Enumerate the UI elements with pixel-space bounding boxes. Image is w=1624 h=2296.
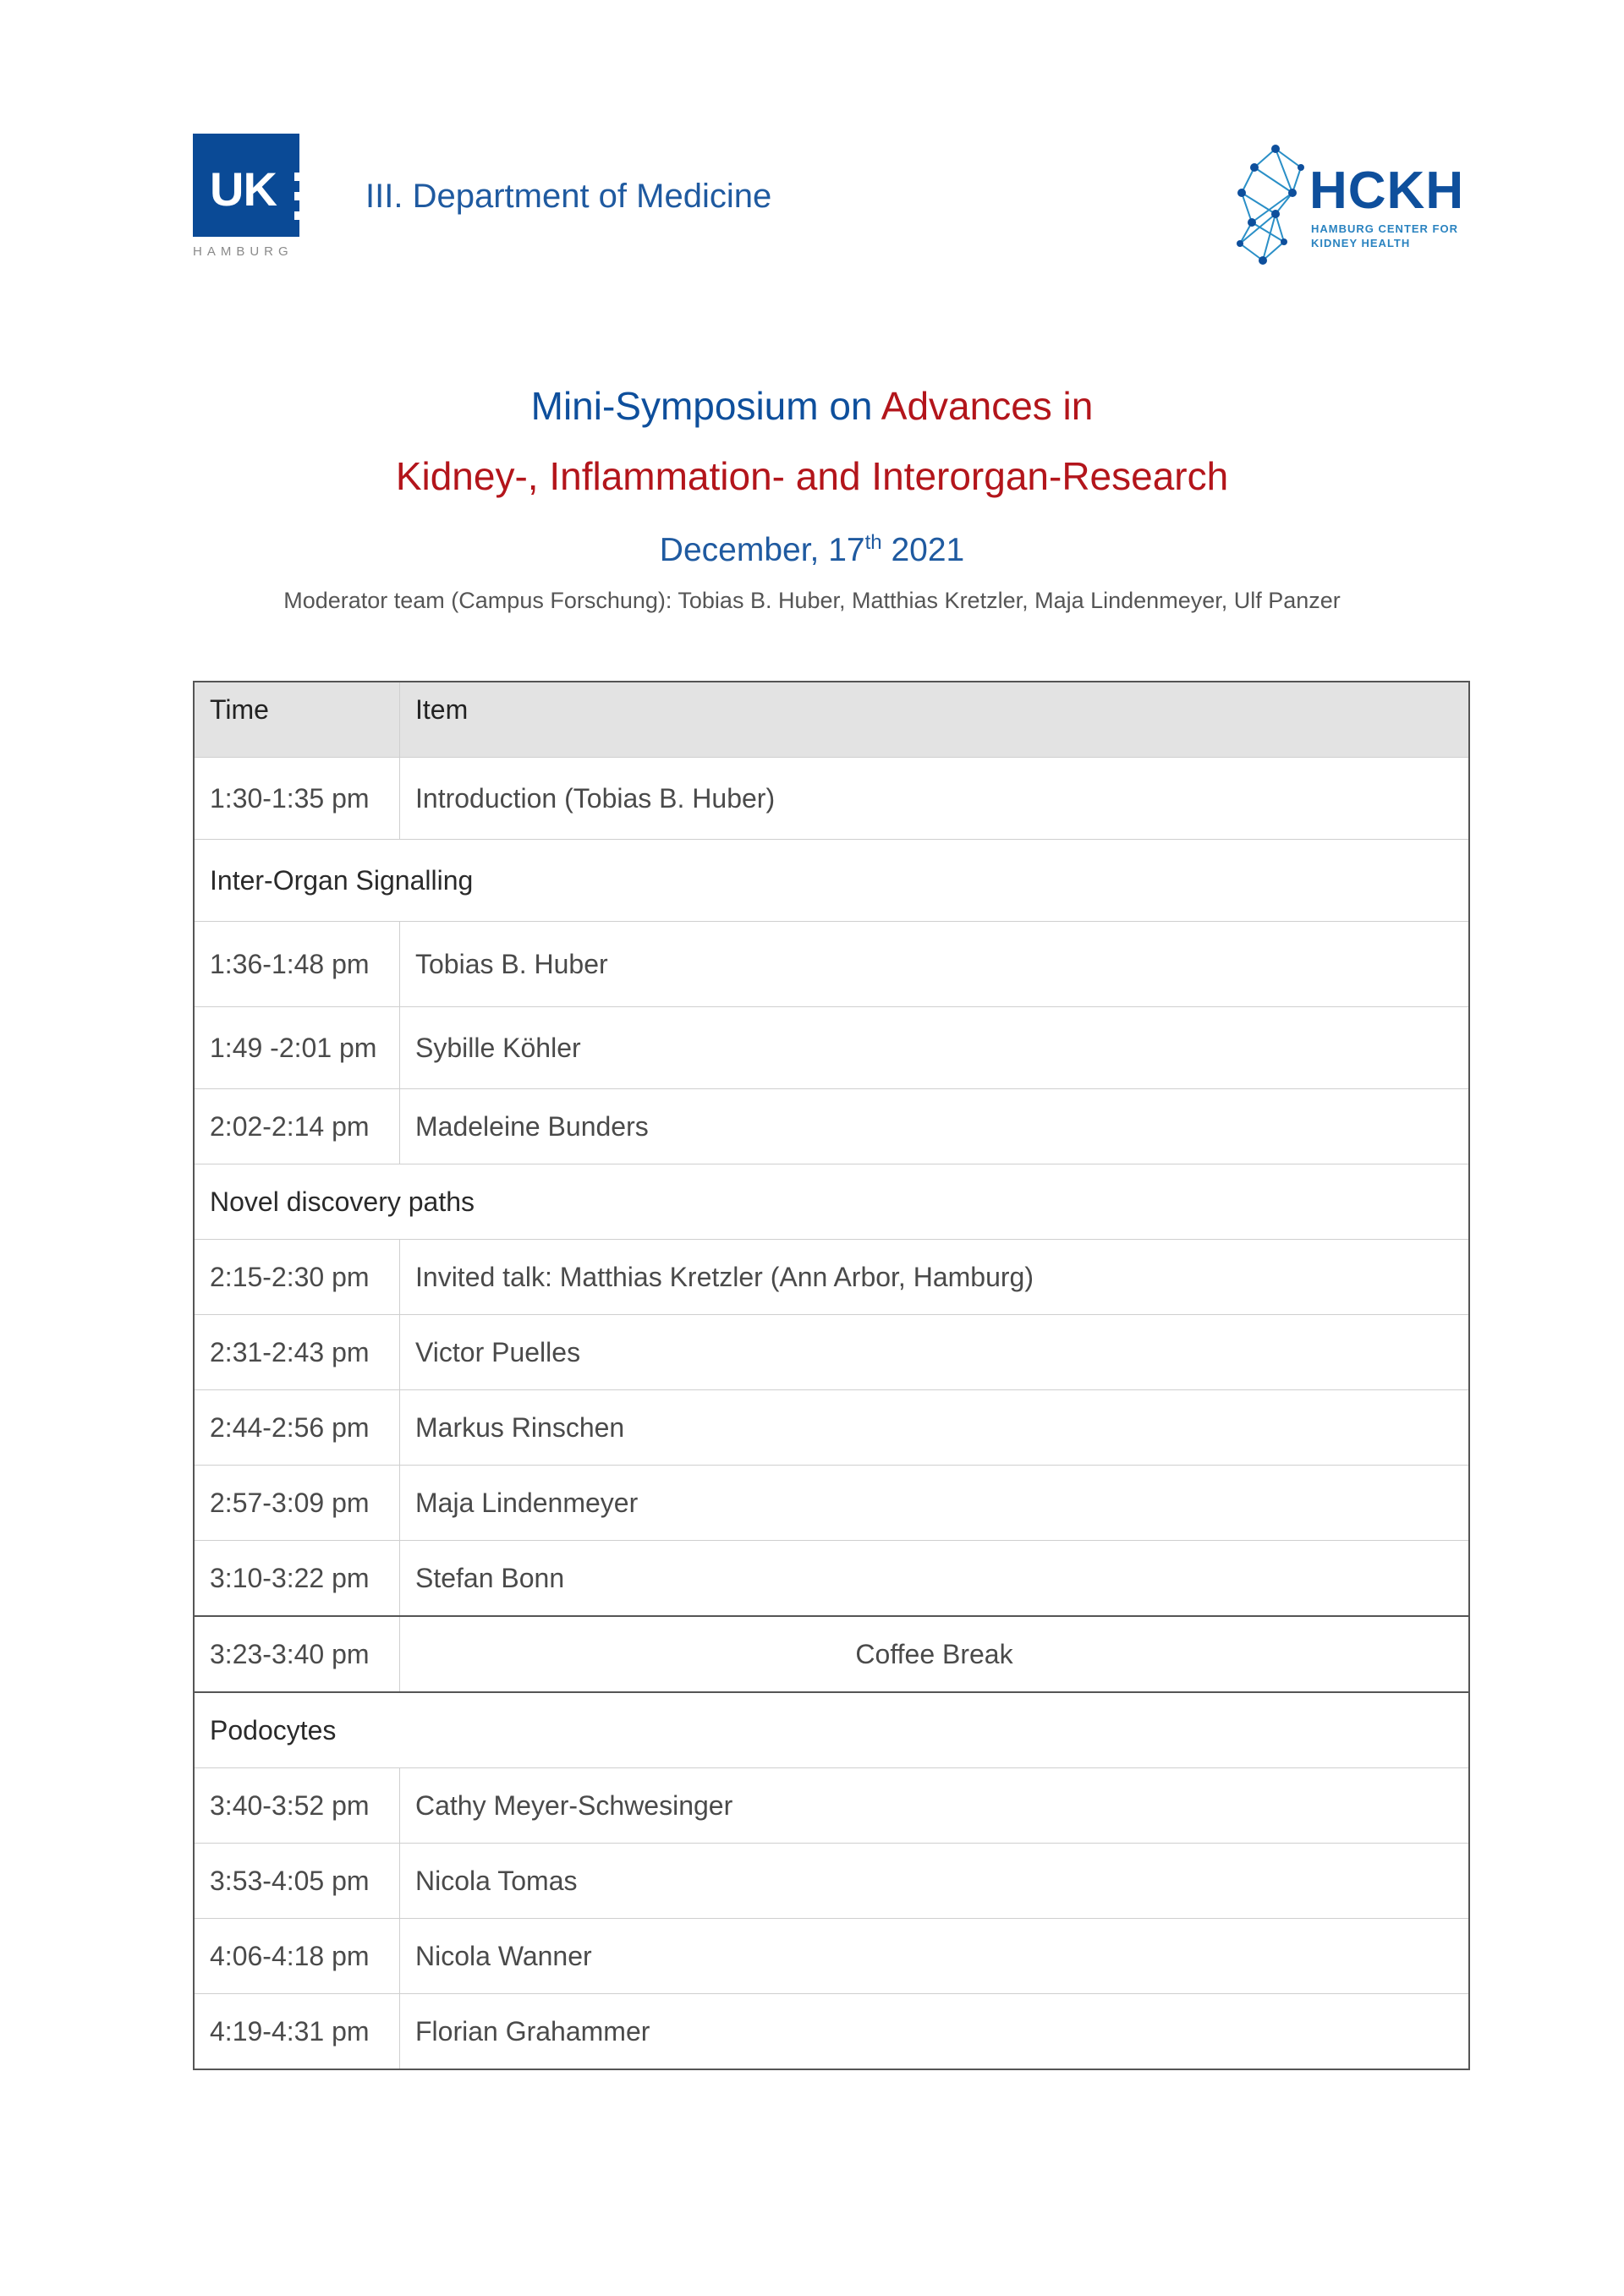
hckh-sub-line2: KIDNEY HEALTH — [1311, 237, 1411, 249]
hckh-logo-text: HCKH — [1309, 162, 1465, 220]
item-cell: Markus Rinschen — [400, 1390, 1470, 1466]
time-cell: 3:10-3:22 pm — [194, 1541, 400, 1617]
item-cell: Nicola Wanner — [400, 1919, 1470, 1994]
table-row — [194, 1240, 1469, 1315]
section-row — [194, 1164, 1469, 1240]
item-cell: Victor Puelles — [400, 1315, 1470, 1390]
item-cell: Nicola Tomas — [400, 1844, 1470, 1919]
item-cell: Tobias B. Huber — [400, 922, 1470, 1007]
table-row — [194, 1007, 1469, 1089]
table-row — [194, 922, 1469, 1007]
table-row — [194, 1089, 1469, 1164]
time-cell: 3:40-3:52 pm — [194, 1768, 400, 1844]
uke-logo-e-icon — [294, 173, 313, 220]
section-row — [194, 1692, 1469, 1768]
date-suffix: th — [864, 531, 882, 554]
time-cell: 3:53-4:05 pm — [194, 1844, 400, 1919]
uke-logo-text: UK — [210, 162, 277, 216]
hckh-logo-subtitle — [1311, 222, 1458, 250]
table-row — [194, 1994, 1469, 2070]
moderator-team: Moderator team (Campus Forschung): Tobias B. Huber, Matthias Kretzler, Maja Lindenmeyer, Ulf Panzer — [283, 588, 1341, 613]
header-item: Item — [400, 682, 1470, 758]
section-row — [194, 840, 1469, 922]
section-label: Novel discovery paths — [194, 1164, 1469, 1240]
time-cell: 1:30-1:35 pm — [194, 758, 400, 840]
item-cell: Sybille Köhler — [400, 1007, 1470, 1089]
table-header-row — [194, 682, 1469, 758]
time-cell: 4:06-4:18 pm — [194, 1919, 400, 1994]
title-line-1-part-1: Mini-Symposium on — [530, 384, 881, 428]
time-cell: 1:49 -2:01 pm — [194, 1007, 400, 1089]
hckh-sub-line1: HAMBURG CENTER FOR — [1311, 222, 1458, 235]
title-line-2: Kidney-, Inflammation- and Interorgan-Research — [395, 454, 1229, 498]
time-cell: 4:19-4:31 pm — [194, 1994, 400, 2070]
date-prefix: December, 17 — [659, 532, 865, 568]
time-cell: 1:36-1:48 pm — [194, 922, 400, 1007]
item-cell: Introduction (Tobias B. Huber) — [400, 758, 1470, 840]
event-date — [0, 519, 1624, 574]
date-year: 2021 — [881, 532, 965, 568]
section-label: Inter-Organ Signalling — [194, 840, 1469, 922]
item-cell: Madeleine Bunders — [400, 1089, 1470, 1164]
section-label: Podocytes — [194, 1692, 1469, 1768]
table-row — [194, 1315, 1469, 1390]
table-row — [194, 1844, 1469, 1919]
department-title: III. Department of Medicine — [365, 178, 772, 215]
break-row — [194, 1616, 1469, 1692]
time-cell: 2:57-3:09 pm — [194, 1466, 400, 1541]
item-cell: Maja Lindenmeyer — [400, 1466, 1470, 1541]
uke-logo — [193, 134, 299, 237]
title-line-1 — [0, 381, 1624, 431]
item-cell: Stefan Bonn — [400, 1541, 1470, 1617]
header-time: Time — [194, 682, 400, 758]
time-cell: 3:23-3:40 pm — [194, 1616, 400, 1692]
table-row — [194, 1541, 1469, 1617]
table-row — [194, 1768, 1469, 1844]
schedule-body — [194, 682, 1469, 2069]
time-cell: 2:15-2:30 pm — [194, 1240, 400, 1315]
item-cell: Invited talk: Matthias Kretzler (Ann Arbor, Hamburg) — [400, 1240, 1470, 1315]
uke-logo-subtitle: HAMBURG — [193, 244, 294, 259]
time-cell: 2:44-2:56 pm — [194, 1390, 400, 1466]
table-row — [194, 1466, 1469, 1541]
table-row — [194, 1919, 1469, 1994]
table-row — [194, 758, 1469, 840]
item-cell: Florian Grahammer — [400, 1994, 1470, 2070]
schedule-table — [193, 681, 1470, 2070]
title-line-1-part-2: Advances in — [881, 384, 1094, 428]
time-cell: 2:02-2:14 pm — [194, 1089, 400, 1164]
table-row — [194, 1390, 1469, 1466]
item-cell: Cathy Meyer-Schwesinger — [400, 1768, 1470, 1844]
time-cell: 2:31-2:43 pm — [194, 1315, 400, 1390]
break-label: Coffee Break — [400, 1616, 1470, 1692]
